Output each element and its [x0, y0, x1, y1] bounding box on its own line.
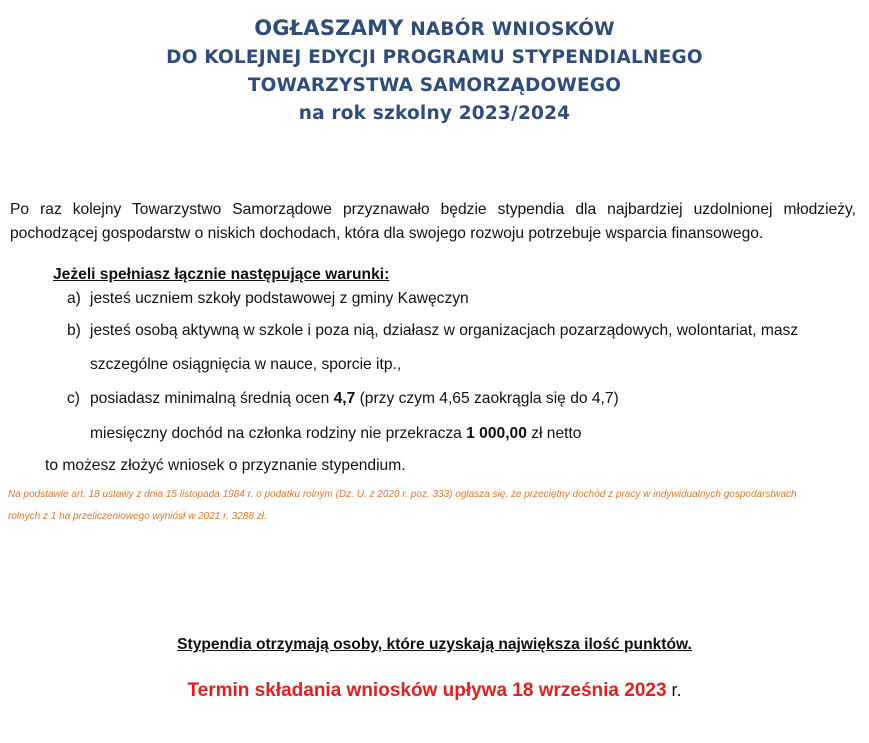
deadline-notice [0, 680, 869, 702]
title-recruitment: NABÓR WNIOSKÓW [410, 19, 615, 40]
condition-c-rounding-text: (przy czym 4,65 zaokrągla się do 4,7) [355, 390, 619, 407]
conditions-heading: Jeżeli spełniasz łącznie następujące warunki: [53, 266, 390, 283]
condition-c-average-text: posiadasz minimalną średnią ocen [90, 390, 334, 407]
intro-line-1: Po raz kolejny Towarzystwo Samorządowe przyznawało będzie stypendia dla najbardziej uzdolnionej młodzieży, [10, 201, 856, 218]
footnote-line-2: rolnych z 1 ha przeliczeniowego wyniósł w 2021 r. 3288 zł. [8, 511, 267, 522]
title-line-2: DO KOLEJNEJ EDYCJI PROGRAMU STYPENDIALNEGO [166, 47, 703, 68]
intro-paragraph [10, 198, 856, 246]
condition-c-line-2 [90, 422, 581, 446]
income-footnote [8, 484, 858, 528]
title-line-1 [0, 14, 869, 44]
condition-c-average-value: 4,7 [333, 390, 356, 407]
condition-a-text: jesteś uczniem szkoły podstawowej z gminy Kawęczyn [90, 290, 469, 307]
conditions-closing: to możesz złożyć wniosek o przyznanie stypendium. [45, 457, 406, 474]
footnote-line-1: Na podstawie art. 18 ustawy z dnia 15 listopada 1984 r. o podatku rolnym (Dz. U. z 2020 r. poz. 333) ogłasza się, że przeciętny dochód z pracy w indywidualnych gospodarstwach [8, 489, 797, 500]
deadline-text: Termin składania wniosków upływa 18 września 2023 [187, 680, 667, 701]
condition-c-income-unit: zł netto [526, 425, 582, 442]
deadline-suffix: r. [666, 680, 682, 700]
title-announce-word: OGŁASZAMY [254, 16, 404, 40]
condition-c-income-value: 1 000,00 [466, 425, 527, 442]
condition-b-label: b) [67, 322, 81, 339]
intro-line-2: pochodzącej gospodarstw o niskich dochodach, która dla swojego rozwoju potrzebuje wsparcia finansowego. [10, 225, 764, 242]
title-line-3: TOWARZYSTWA SAMORZĄDOWEGO [247, 75, 622, 96]
points-notice: Stypendia otrzymają osoby, które uzyskają największa ilość punktów. [177, 636, 692, 653]
condition-c-label: c) [67, 390, 80, 407]
title-school-year: na rok szkolny 2023/2024 [298, 103, 571, 124]
condition-c-line-1 [90, 387, 619, 411]
condition-b-line-2: szczególne osiągnięcia w nauce, sporcie itp., [90, 356, 402, 373]
announcement-title [0, 14, 869, 128]
condition-a-label: a) [67, 290, 81, 307]
condition-b-line-1: jesteś osobą aktywną w szkole i poza nią, działasz w organizacjach pozarządowych, wolontariat, masz [90, 322, 799, 339]
condition-c-income-text: miesięczny dochód na członka rodziny nie przekracza [90, 425, 467, 442]
